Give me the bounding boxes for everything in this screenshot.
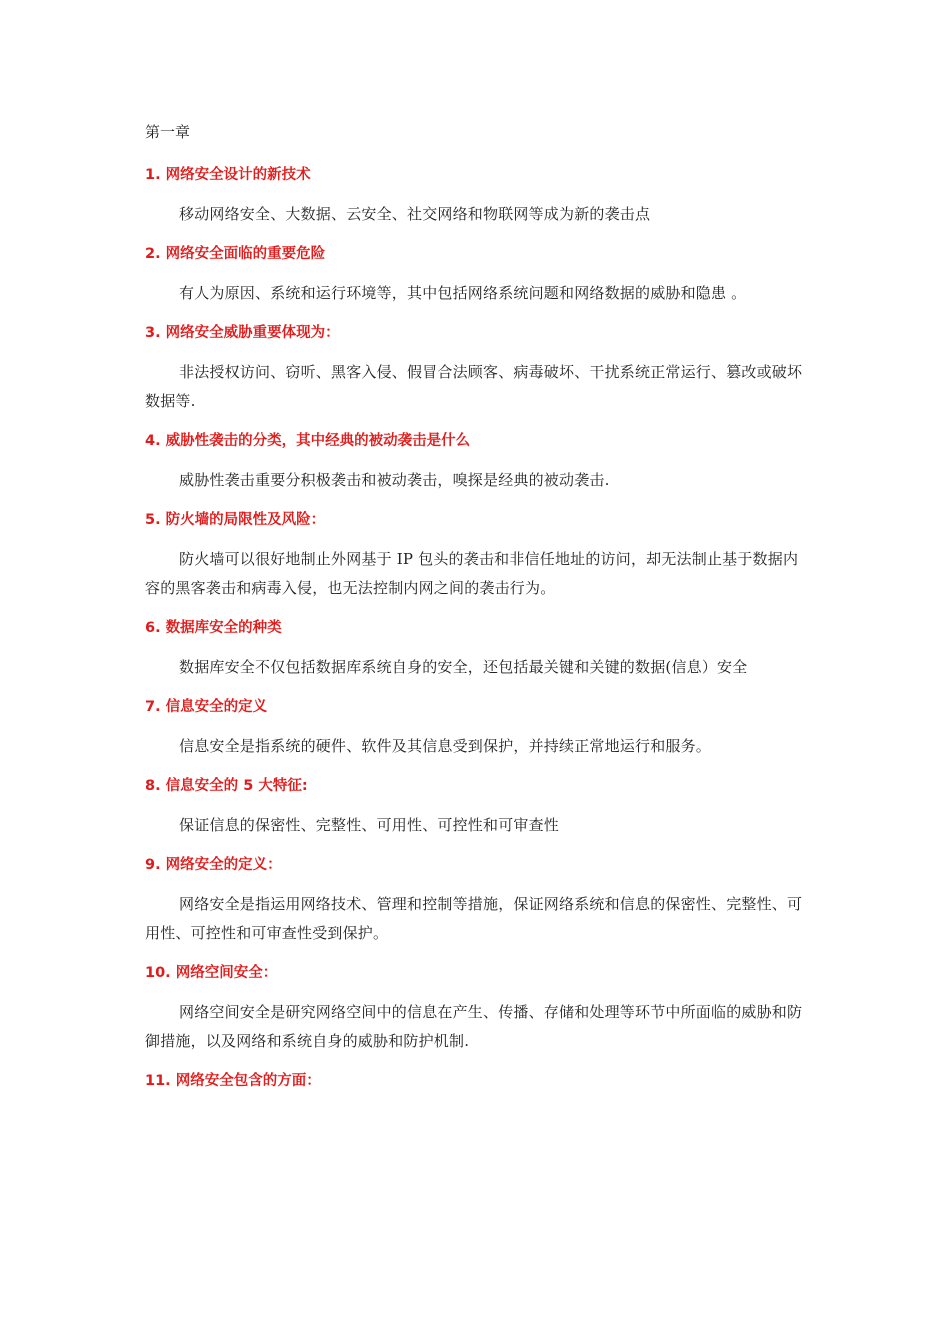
section-heading: 3. 网络安全威胁重要体现为： — [145, 325, 340, 341]
section-body: 数据库安全不仅包括数据库系统自身的安全，还包括最关键和关键的数据(信息）安全 — [179, 658, 748, 676]
section-4 — [145, 430, 807, 495]
section-3 — [145, 322, 807, 416]
section-7 — [145, 696, 807, 761]
chapter-title: 第一章 — [145, 123, 191, 141]
section-10 — [145, 962, 807, 1056]
section-11 — [145, 1070, 807, 1092]
section-body: 威胁性袭击重要分积极袭击和被动袭击，嗅探是经典的被动袭击. — [179, 471, 610, 489]
section-9 — [145, 854, 807, 948]
section-heading: 11. 网络安全包含的方面： — [145, 1073, 321, 1089]
section-body: 防火墙可以很好地制止外网基于 IP 包头的袭击和非信任地址的访问，却无法制止基于数据内容的黑客袭击和病毒入侵，也无法控制内网之间的袭击行为。 — [145, 550, 799, 597]
section-heading: 6. 数据库安全的种类 — [145, 620, 282, 636]
section-body: 网络空间安全是研究网络空间中的信息在产生、传播、存储和处理等环节中所面临的威胁和防御措施，以及网络和系统自身的威胁和防护机制. — [145, 1003, 803, 1050]
document-page — [145, 120, 807, 1106]
section-heading: 7. 信息安全的定义 — [145, 699, 268, 715]
section-heading: 1. 网络安全设计的新技术 — [145, 167, 311, 183]
section-heading: 5. 防火墙的局限性及风险： — [145, 512, 326, 528]
section-2 — [145, 243, 807, 308]
section-1 — [145, 164, 807, 229]
section-body: 移动网络安全、大数据、云安全、社交网络和物联网等成为新的袭击点 — [179, 205, 651, 223]
section-body: 保证信息的保密性、完整性、可用性、可控性和可审查性 — [179, 816, 560, 834]
section-heading: 2. 网络安全面临的重要危险 — [145, 246, 326, 262]
section-6 — [145, 617, 807, 682]
section-heading: 10. 网络空间安全： — [145, 965, 278, 981]
section-heading: 4. 威胁性袭击的分类，其中经典的被动袭击是什么 — [145, 433, 471, 449]
section-8 — [145, 775, 807, 840]
section-body: 非法授权访问、窃听、黑客入侵、假冒合法顾客、病毒破坏、干扰系统正常运行、篡改或破坏数据等. — [145, 363, 803, 410]
section-5 — [145, 509, 807, 603]
section-body: 信息安全是指系统的硬件、软件及其信息受到保护，并持续正常地运行和服务。 — [179, 737, 712, 755]
section-heading: 9. 网络安全的定义： — [145, 857, 282, 873]
section-body: 网络安全是指运用网络技术、管理和控制等措施，保证网络系统和信息的保密性、完整性、可用性、可控性和可审查性受到保护。 — [145, 895, 803, 942]
section-body: 有人为原因、系统和运行环境等，其中包括网络系统问题和网络数据的威胁和隐患 。 — [179, 284, 747, 302]
section-heading: 8. 信息安全的 5 大特征: — [145, 778, 308, 794]
